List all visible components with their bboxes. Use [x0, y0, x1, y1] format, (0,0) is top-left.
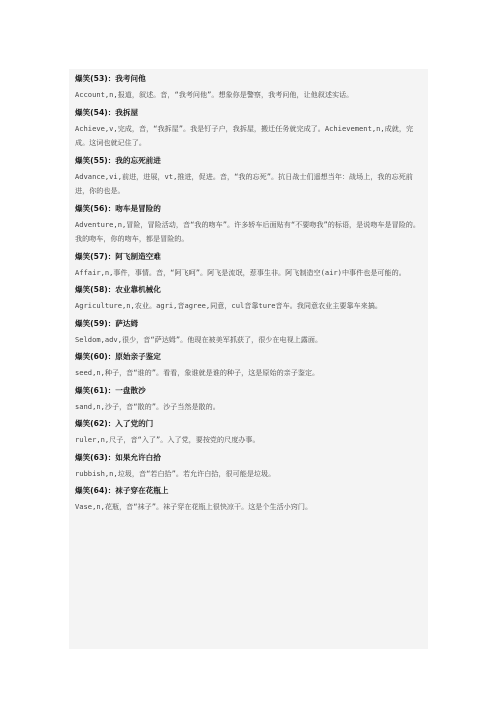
- entry-title: 爆笑(55)：我的忘死前进: [75, 155, 161, 165]
- joke-entry: [75, 251, 422, 281]
- joke-entry: [75, 351, 422, 381]
- joke-entry: [75, 73, 422, 103]
- entry-title: 爆笑(61)：一盘散沙: [75, 385, 146, 395]
- entry-title: 爆笑(54)：我拆屋: [75, 107, 139, 117]
- entry-body: Seldom,adv,很少，音“萨达姆”。他现在被美军抓获了，很少在电视上露面。: [75, 334, 323, 344]
- joke-entry: [75, 284, 422, 314]
- joke-entry: [75, 485, 422, 515]
- joke-entry: [75, 385, 422, 415]
- entry-body: Account,n,报道，叙述。音，“我考问他”。想象你是警察，我考问他，让他叙述实话。: [75, 90, 354, 99]
- entry-title: 爆笑(56)：吻车是冒险的: [75, 203, 161, 213]
- entry-body: Adventure,n,冒险，冒险活动，音“我的吻车”。许多轿车后面贴有“不要吻我”的标语，是说吻车是冒险的。我的吻车，你的吻车，都是冒险的。: [75, 219, 420, 243]
- entry-title: 爆笑(53)：我考问他: [75, 74, 146, 83]
- entry-body: Agriculture,n,农业。agri,音agree,同意，cul音靠ture音车。我同意农业主要靠车来搞。: [75, 301, 382, 310]
- content-block: [69, 69, 428, 649]
- entry-body: sand,n,沙子，音“散的”。沙子当然是散的。: [75, 401, 220, 411]
- entry-body: Affair,n,事件，事情。音，“阿飞呵”。阿飞是流氓，惹事生非。阿飞制造空(air)中事件也是可能的。: [75, 267, 406, 277]
- joke-entry: [75, 452, 422, 482]
- entry-title: 爆笑(63)：如果允许白拾: [75, 452, 161, 462]
- entry-title: 爆笑(58)：农业靠机械化: [75, 285, 161, 294]
- joke-entry: [75, 107, 422, 151]
- entry-title: 爆笑(59)：萨达姆: [75, 318, 139, 328]
- entry-body: rubbish,n,垃圾，音“若白拾”。若允许白拾，很可能是垃圾。: [75, 468, 276, 478]
- entry-title: 爆笑(64)：袜子穿在花瓶上: [75, 486, 169, 495]
- joke-entry: [75, 418, 422, 448]
- joke-entry: [75, 203, 422, 247]
- entry-body: ruler,n,尺子，音“入了”。入了党，要按党的尺度办事。: [75, 435, 260, 444]
- entry-body: Advance,vi,前进，进展，vt,推进，促进。音，“我的忘死”。抗日战士们遥想当年：战场上，我的忘死前进，你的也是。: [75, 171, 413, 195]
- entry-title: 爆笑(60)：原始亲子鉴定: [75, 352, 161, 361]
- entry-title: 爆笑(57)：阿飞制造空难: [75, 251, 161, 261]
- joke-entry: [75, 318, 422, 348]
- entry-body: Achieve,v,完成，音，“我拆屋”。我是钉子户，我拆屋，搬迁任务就完成了。Achievement,n,成就，完成。这词也就记住了。: [75, 123, 414, 147]
- entry-body: seed,n,种子，音“谁的”。看看，象谁就是谁的种子，这是原始的亲子鉴定。: [75, 368, 320, 377]
- entry-body: Vase,n,花瓶，音“袜子”。袜子穿在花瓶上很快凉干。这是个生活小窍门。: [75, 502, 313, 511]
- entry-title: 爆笑(62)：入了党的门: [75, 419, 154, 428]
- joke-entry: [75, 155, 422, 199]
